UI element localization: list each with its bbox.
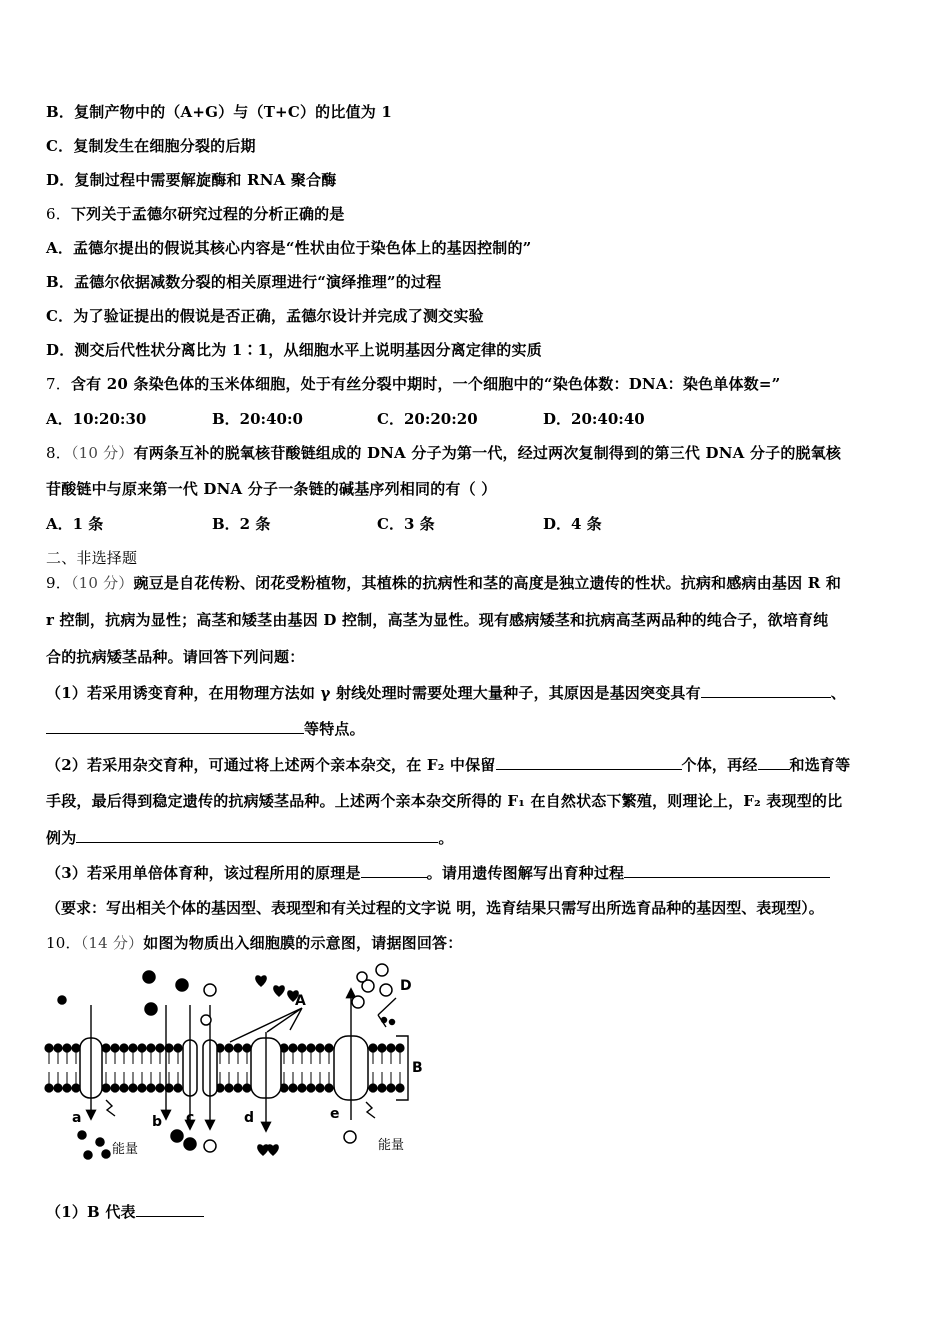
q8-option: B．2 条	[212, 515, 271, 533]
answer-blank[interactable]	[624, 862, 830, 878]
q9-part3-req: （要求：写出相关个体的基因型、表现型和有关过程的文字说 明，选育结果只需写出所选育品种的基因型、表现型）。	[46, 899, 824, 917]
q10-stem: 10．（14 分）如图为物质出入细胞膜的示意图，请据图回答：	[46, 934, 463, 952]
answer-blank[interactable]	[496, 754, 682, 770]
label-b-upper: B	[412, 1060, 423, 1076]
q9-stem-line1: 9．（10 分）豌豆是自花传粉、闭花受粉植物，其植株的抗病性和茎的高度是独立遗传的性状。抗病和感病由基因 R 和	[46, 574, 842, 592]
label-d-lower: d	[244, 1110, 255, 1126]
q9-part2-ratio: 例为 。	[46, 829, 454, 847]
energy-label-right: 能量	[378, 1138, 405, 1153]
q10-number: 10．	[46, 934, 81, 952]
q8-option: A．1 条	[46, 515, 104, 533]
q5-option-c: C．复制发生在细胞分裂的后期	[46, 137, 256, 155]
q9-part2: （2）若采用杂交育种，可通过将上述两个亲本杂交，在 F₂ 中保留 个体，再经 和选育等	[46, 756, 851, 774]
section-title: 二、非选择题	[46, 549, 138, 567]
membrane-transport-figure	[40, 960, 430, 1170]
q9-part2-cont: 手段，最后得到稳定遗传的抗病矮茎品种。上述两个亲本杂交所得的 F₁ 在自然状态下繁殖，则理论上，F₂ 表现型的比	[46, 792, 843, 810]
q8-option: C．3 条	[377, 515, 435, 533]
q8-number: 8．	[46, 444, 71, 462]
q6-option-b: B．孟德尔依据减数分裂的相关原理进行“演绎推理”的过程	[46, 273, 442, 291]
q5-option-d: D．复制过程中需要解旋酶和 RNA 聚合酶	[46, 171, 337, 189]
label-e-lower: e	[330, 1106, 340, 1122]
label-b-lower: b	[152, 1114, 163, 1130]
q9-points: （10 分）	[70, 574, 134, 592]
q7-option: D．20:40:40	[543, 410, 645, 428]
answer-blank[interactable]	[136, 1201, 204, 1217]
q9-part1: （1）若采用诱变育种，在用物理方法如 γ 射线处理时需要处理大量种子，其原因是基因突变具有 、	[46, 684, 846, 702]
q9-part3: （3）若采用单倍体育种，该过程所用的原理是 。请用遗传图解写出育种过程	[46, 862, 830, 883]
answer-blank[interactable]	[361, 862, 427, 878]
q10-points: （14 分）	[80, 934, 144, 952]
answer-blank[interactable]	[46, 718, 304, 734]
q5-option-b: B．复制产物中的（A+G）与（T+C）的比值为 1	[46, 103, 393, 121]
q7-option: B．20:40:0	[212, 410, 303, 428]
q9-stem-line3: 合的抗病矮茎品种。请回答下列问题：	[46, 648, 305, 666]
q7-number: 7．	[46, 375, 71, 393]
q8-stem-line2: 苷酸链中与原来第一代 DNA 分子一条链的碱基序列相同的有（ ）	[46, 480, 497, 498]
q6-stem: 6．下列关于孟德尔研究过程的分析正确的是	[46, 205, 345, 223]
answer-blank[interactable]	[76, 827, 438, 843]
q8-stem-line1: 8．（10 分）有两条互补的脱氧核苷酸链组成的 DNA 分子为第一代，经过两次复制得到的第三代 DNA 分子的脱氧核	[46, 444, 842, 462]
label-a-lower: a	[72, 1110, 82, 1126]
label-a-upper: A	[295, 993, 306, 1009]
answer-blank[interactable]	[701, 682, 831, 698]
q7-option: C．20:20:20	[377, 410, 478, 428]
q9-part1-cont: 等特点。	[46, 718, 365, 739]
q10-part1: （1）B 代表	[46, 1201, 204, 1222]
q6-option-d: D．测交后代性状分离比为 1∶1，从细胞水平上说明基因分离定律的实质	[46, 341, 542, 359]
q8-points: （10 分）	[70, 444, 134, 462]
label-c-lower: c	[186, 1110, 195, 1126]
q9-number: 9．	[46, 574, 71, 592]
q8-option: D．4 条	[543, 515, 602, 533]
energy-label-left: 能量	[112, 1142, 139, 1157]
q7-stem: 7．含有 20 条染色体的玉米体细胞，处于有丝分裂中期时，一个细胞中的“染色体数：DNA：染色单体数=”	[46, 375, 781, 393]
answer-blank[interactable]	[758, 754, 790, 770]
figure-labels	[72, 978, 423, 1157]
q7-option: A．10:20:30	[46, 410, 147, 428]
q6-option-c: C．为了验证提出的假说是否正确，孟德尔设计并完成了测交实验	[46, 307, 484, 325]
label-d-upper: D	[400, 978, 412, 994]
q9-stem-line2: r 控制，抗病为显性；高茎和矮茎由基因 D 控制，高茎为显性。现有感病矮茎和抗病高茎两品种的纯合子，欲培育纯	[46, 611, 829, 629]
q6-option-a: A．孟德尔提出的假说其核心内容是“性状由位于染色体上的基因控制的”	[46, 239, 532, 257]
q6-number: 6．	[46, 205, 71, 223]
